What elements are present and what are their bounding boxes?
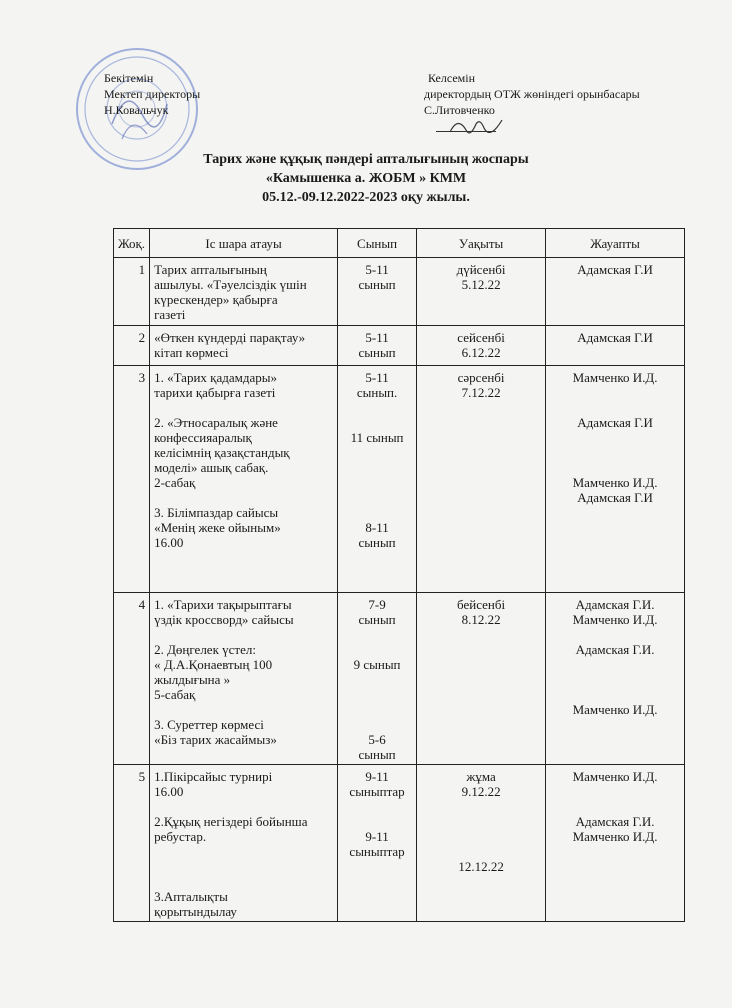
cell-class-line: 5-11 [365, 330, 389, 345]
cell-class [338, 258, 417, 326]
cell-event-line [154, 859, 333, 874]
cell-event-line [154, 702, 333, 717]
cell-event-line [154, 844, 333, 859]
cell-time-line: сәрсенбі [457, 370, 505, 385]
table-header-row [114, 229, 685, 258]
cell-event-line: Тарих апталығының [154, 262, 267, 277]
cell-time [417, 765, 546, 922]
cell-class-line [342, 799, 412, 814]
cell-class-line [342, 400, 412, 415]
cell-class-line: 5-6 [368, 732, 386, 747]
cell-event-line: 3. Суреттер көрмесі [154, 717, 264, 732]
cell-event-line: конфессияаралық [154, 430, 252, 445]
signature-line [436, 131, 496, 132]
cell-event [150, 326, 338, 366]
cell-responsible-line: Мамченко И.Д. [572, 702, 658, 717]
plan-table [113, 228, 685, 922]
cell-event-line [154, 400, 333, 415]
cell-responsible [546, 593, 685, 765]
cell-responsible-line: Адамская Г.И [577, 330, 653, 345]
cell-time [417, 366, 546, 593]
cell-time-line: бейсенбі [457, 597, 506, 612]
cell-responsible-line: Мамченко И.Д. [572, 475, 658, 490]
cell-time-line: 12.12.22 [458, 859, 504, 874]
approval-block-right [424, 70, 640, 118]
cell-responsible-line: Мамченко И.Д. [572, 769, 658, 784]
cell-responsible-line [550, 799, 680, 814]
cell-no: 3 [114, 366, 150, 593]
header-no: Жоқ. [114, 229, 150, 258]
cell-responsible-line [550, 784, 680, 799]
cell-class-line: сынып [358, 535, 396, 550]
cell-event [150, 593, 338, 765]
cell-class-line: сынып [358, 747, 396, 762]
cell-responsible-line [550, 687, 680, 702]
cell-responsible-line [550, 627, 680, 642]
cell-event [150, 258, 338, 326]
cell-time [417, 258, 546, 326]
approval-right-position: директордың ОТЖ жөніндегі орынбасары [424, 87, 640, 101]
cell-event-line: ашылуы. «Тәуелсіздік үшін [154, 277, 307, 292]
approval-right-head: Келсемін [428, 71, 476, 85]
table-row [114, 326, 685, 366]
cell-time-line: 8.12.22 [461, 612, 501, 627]
cell-event-line: тарихи қабырға газеті [154, 385, 276, 400]
cell-event-line: 5-сабақ [154, 687, 196, 702]
header-event: Іс шара атауы [150, 229, 338, 258]
cell-time [417, 593, 546, 765]
cell-class [338, 593, 417, 765]
cell-responsible-line [550, 445, 680, 460]
cell-class-line [342, 445, 412, 460]
cell-no: 1 [114, 258, 150, 326]
cell-class-line [342, 460, 412, 475]
header-responsible: Жауапты [546, 229, 685, 258]
cell-responsible-line: Адамская Г.И [577, 262, 653, 277]
cell-event-line: 1. «Тарих қадамдары» [154, 370, 277, 385]
table-row [114, 593, 685, 765]
cell-class-line: сынып. [356, 385, 398, 400]
approval-left-position: Мектеп директоры [104, 87, 201, 101]
cell-class-line [342, 475, 412, 490]
approval-left-name: Н.Ковальчук [104, 103, 169, 117]
cell-class-line [342, 642, 412, 657]
cell-event-line: 2. «Этносаралық және [154, 415, 278, 430]
cell-class-line: 5-11 [365, 262, 389, 277]
cell-responsible-line [550, 460, 680, 475]
table-row [114, 258, 685, 326]
cell-time-line [421, 799, 541, 814]
cell-event [150, 366, 338, 593]
cell-class-line [342, 415, 412, 430]
cell-event-line: «Өткен күндерді парақтау» [154, 330, 306, 345]
title-line-1: Тарих және құқық пәндері апталығының жоспары [203, 152, 529, 167]
header-class: Сынып [338, 229, 417, 258]
cell-class [338, 326, 417, 366]
approval-block-left [104, 70, 200, 118]
cell-event-line [154, 490, 333, 505]
cell-time [417, 326, 546, 366]
approval-left-head: Бекітемін [104, 71, 154, 85]
cell-class-line: 9-11 [365, 769, 389, 784]
cell-responsible [546, 258, 685, 326]
cell-event-line: 2.Құқық негіздері бойынша [154, 814, 308, 829]
cell-time-line [421, 829, 541, 844]
cell-responsible-line [550, 657, 680, 672]
cell-event-line [154, 799, 333, 814]
cell-class-line [342, 814, 412, 829]
cell-event-line: күрескендер» қабырға [154, 292, 278, 307]
cell-event-line: үздік кроссворд» сайысы [154, 612, 294, 627]
cell-time-line: 7.12.22 [461, 385, 501, 400]
cell-responsible-line [550, 385, 680, 400]
cell-responsible-line [550, 400, 680, 415]
cell-class-line: 9-11 [365, 829, 389, 844]
cell-event-line: моделі» ашық сабақ. [154, 460, 269, 475]
cell-responsible-line [550, 430, 680, 445]
plan-table-body [114, 258, 685, 922]
cell-no: 4 [114, 593, 150, 765]
cell-event-line: 16.00 [154, 535, 184, 550]
cell-class-line [342, 672, 412, 687]
cell-class-line [342, 687, 412, 702]
cell-event-line [154, 627, 333, 642]
cell-event-line: 16.00 [154, 784, 184, 799]
cell-time-line [421, 814, 541, 829]
cell-time-line: 6.12.22 [461, 345, 501, 360]
cell-time-line [421, 844, 541, 859]
table-row [114, 366, 685, 593]
cell-time-line: сейсенбі [457, 330, 505, 345]
title-line-3: 05.12.-09.12.2022-2023 оқу жылы. [262, 190, 470, 205]
cell-time-line: 9.12.22 [461, 784, 501, 799]
cell-class [338, 765, 417, 922]
cell-class-line: сыныптар [349, 844, 405, 859]
cell-responsible [546, 326, 685, 366]
cell-event-line: келісімнің қазақстандық [154, 445, 290, 460]
cell-responsible-line [550, 672, 680, 687]
cell-event-line: қорытындылау [154, 904, 237, 919]
cell-event-line: «Менің жеке ойыным» [154, 520, 281, 535]
cell-class-line: сыныптар [349, 784, 405, 799]
cell-no: 2 [114, 326, 150, 366]
cell-time-line: дүйсенбі [456, 262, 506, 277]
approval-right-name: С.Литовченко [424, 103, 495, 117]
cell-event-line: 1.Пікірсайыс турнирі [154, 769, 273, 784]
cell-event-line: 2. Дөңгелек үстел: [154, 642, 256, 657]
cell-responsible-line: Адамская Г.И. [575, 642, 655, 657]
cell-responsible-line: Адамская Г.И. [575, 814, 655, 829]
cell-event-line: 3.Апталықты [154, 889, 228, 904]
cell-class-line [342, 505, 412, 520]
cell-class-line: 7-9 [368, 597, 386, 612]
cell-class-line: 5-11 [365, 370, 389, 385]
cell-event-line: жылдығына » [154, 672, 231, 687]
cell-class-line: 9 сынып [353, 657, 401, 672]
cell-event-line: «Біз тарих жасаймыз» [154, 732, 277, 747]
cell-class-line: сынып [358, 612, 396, 627]
cell-event-line: газеті [154, 307, 186, 322]
cell-class-line [342, 490, 412, 505]
cell-responsible-line: Мамченко И.Д. [572, 612, 658, 627]
cell-responsible-line: Адамская Г.И [577, 490, 653, 505]
cell-responsible-line: Адамская Г.И. [575, 597, 655, 612]
handwritten-signature [440, 112, 520, 146]
cell-event-line: 3. Білімпаздар сайысы [154, 505, 279, 520]
cell-no: 5 [114, 765, 150, 922]
cell-class-line [342, 717, 412, 732]
cell-time-line: жұма [466, 769, 496, 784]
header-time: Уақыты [417, 229, 546, 258]
cell-event [150, 765, 338, 922]
cell-event-line [154, 874, 333, 889]
cell-responsible-line: Мамченко И.Д. [572, 370, 658, 385]
cell-class-line: 11 сынып [350, 430, 404, 445]
cell-event-line: 1. «Тарихи тақырыптағы [154, 597, 292, 612]
cell-class-line: 8-11 [365, 520, 389, 535]
cell-class-line: сынып [358, 277, 396, 292]
cell-responsible [546, 366, 685, 593]
title-line-2: «Камышенка а. ЖОБМ » КММ [265, 171, 467, 186]
cell-class-line [342, 702, 412, 717]
cell-class-line: сынып [358, 345, 396, 360]
cell-time-line: 5.12.22 [461, 277, 501, 292]
cell-event-line: ребустар. [154, 829, 207, 844]
cell-event-line: 2-сабақ [154, 475, 196, 490]
cell-class-line [342, 627, 412, 642]
cell-event-line: кітап көрмесі [154, 345, 229, 360]
cell-class [338, 366, 417, 593]
cell-event-line: « Д.А.Қонаевтың 100 [154, 657, 273, 672]
cell-responsible-line: Мамченко И.Д. [572, 829, 658, 844]
cell-responsible-line: Адамская Г.И [577, 415, 653, 430]
cell-responsible [546, 765, 685, 922]
table-row [114, 765, 685, 922]
